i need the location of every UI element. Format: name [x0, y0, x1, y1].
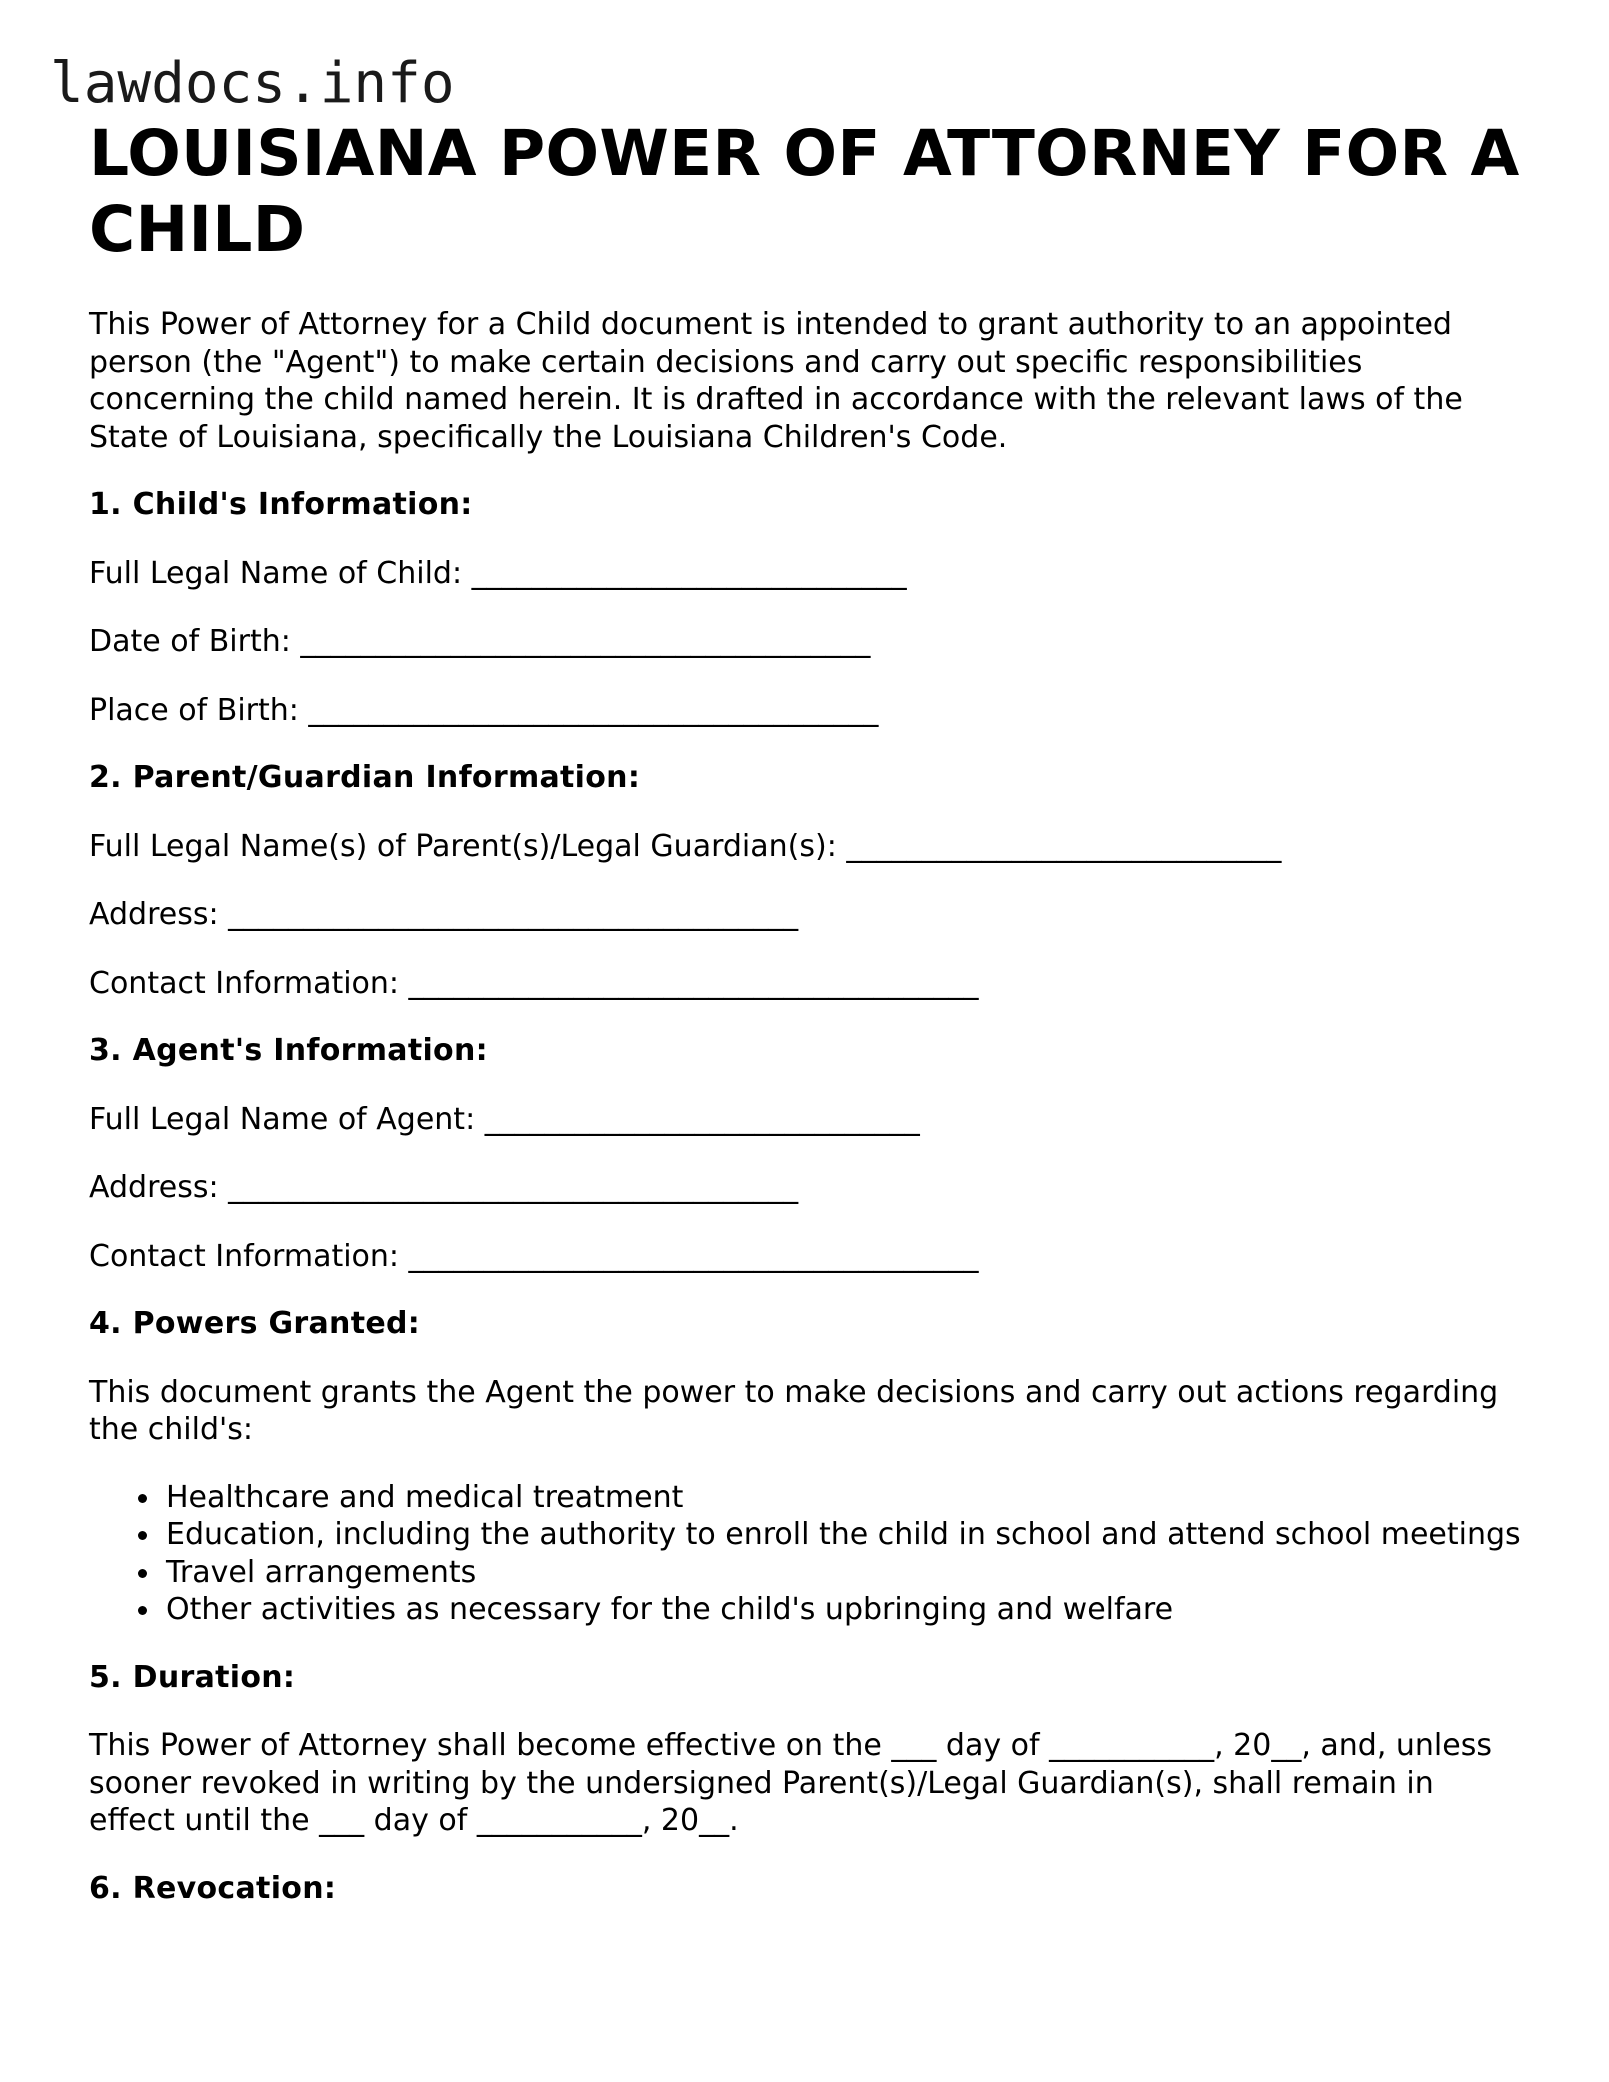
parent-address-field: Address: ______________________________________ — [89, 897, 799, 932]
powers-list — [89, 1479, 1529, 1629]
child-dob-field: Date of Birth: ______________________________________ — [89, 624, 871, 659]
agent-contact-field: Contact Information: ______________________________________ — [89, 1238, 979, 1274]
list-item: Education, including the authority to enroll the child in school and attend school meetings — [166, 1516, 1529, 1554]
section-heading-powers: 4. Powers Granted: — [89, 1306, 421, 1341]
section-heading-child: 1. Child's Information: — [89, 487, 473, 522]
duration-paragraph: This Power of Attorney shall become effective on the ___ day of ___________, 20__, and, unless sooner revoked in writing by the undersigned Parent(s)/Legal Guardian(s), shall remain in effect until the ___ day of ___________, 20__. — [89, 1728, 1492, 1838]
child-full-name-field: Full Legal Name of Child: _____________________________ — [89, 555, 907, 591]
list-item: Healthcare and medical treatment — [166, 1479, 1529, 1517]
agent-full-name-field: Full Legal Name of Agent: _____________________________ — [89, 1101, 920, 1137]
document-title: LOUISIANA POWER OF ATTORNEY FOR A CHILD — [89, 117, 1520, 266]
parent-full-name-field: Full Legal Name(s) of Parent(s)/Legal Guardian(s): _____________________________ — [89, 828, 1282, 864]
document-page — [89, 116, 1529, 1907]
section-heading-parent: 2. Parent/Guardian Information: — [89, 760, 641, 795]
powers-paragraph: This document grants the Agent the power to make decisions and carry out actions regarding the child's: — [89, 1374, 1499, 1447]
section-heading-duration: 5. Duration: — [89, 1659, 296, 1695]
site-watermark: lawdocs.info — [50, 51, 455, 116]
list-item: Travel arrangements — [166, 1554, 1529, 1592]
section-heading-revocation: 6. Revocation: — [89, 1870, 337, 1906]
section-heading-agent: 3. Agent's Information: — [89, 1033, 488, 1068]
agent-address-field: Address: ______________________________________ — [89, 1170, 799, 1205]
child-pob-field: Place of Birth: ______________________________________ — [89, 692, 879, 728]
intro-paragraph: This Power of Attorney for a Child document is intended to grant authority to an appointed person (the "Agent") to make certain decisions and carry out specific responsibilities concerning the child named herein. It is drafted in accordance with the relevant laws of the State of Louisiana, specifically the Louisiana Children's Code. — [89, 307, 1463, 455]
parent-contact-field: Contact Information: ______________________________________ — [89, 965, 979, 1001]
list-item: Other activities as necessary for the child's upbringing and welfare — [166, 1591, 1529, 1629]
